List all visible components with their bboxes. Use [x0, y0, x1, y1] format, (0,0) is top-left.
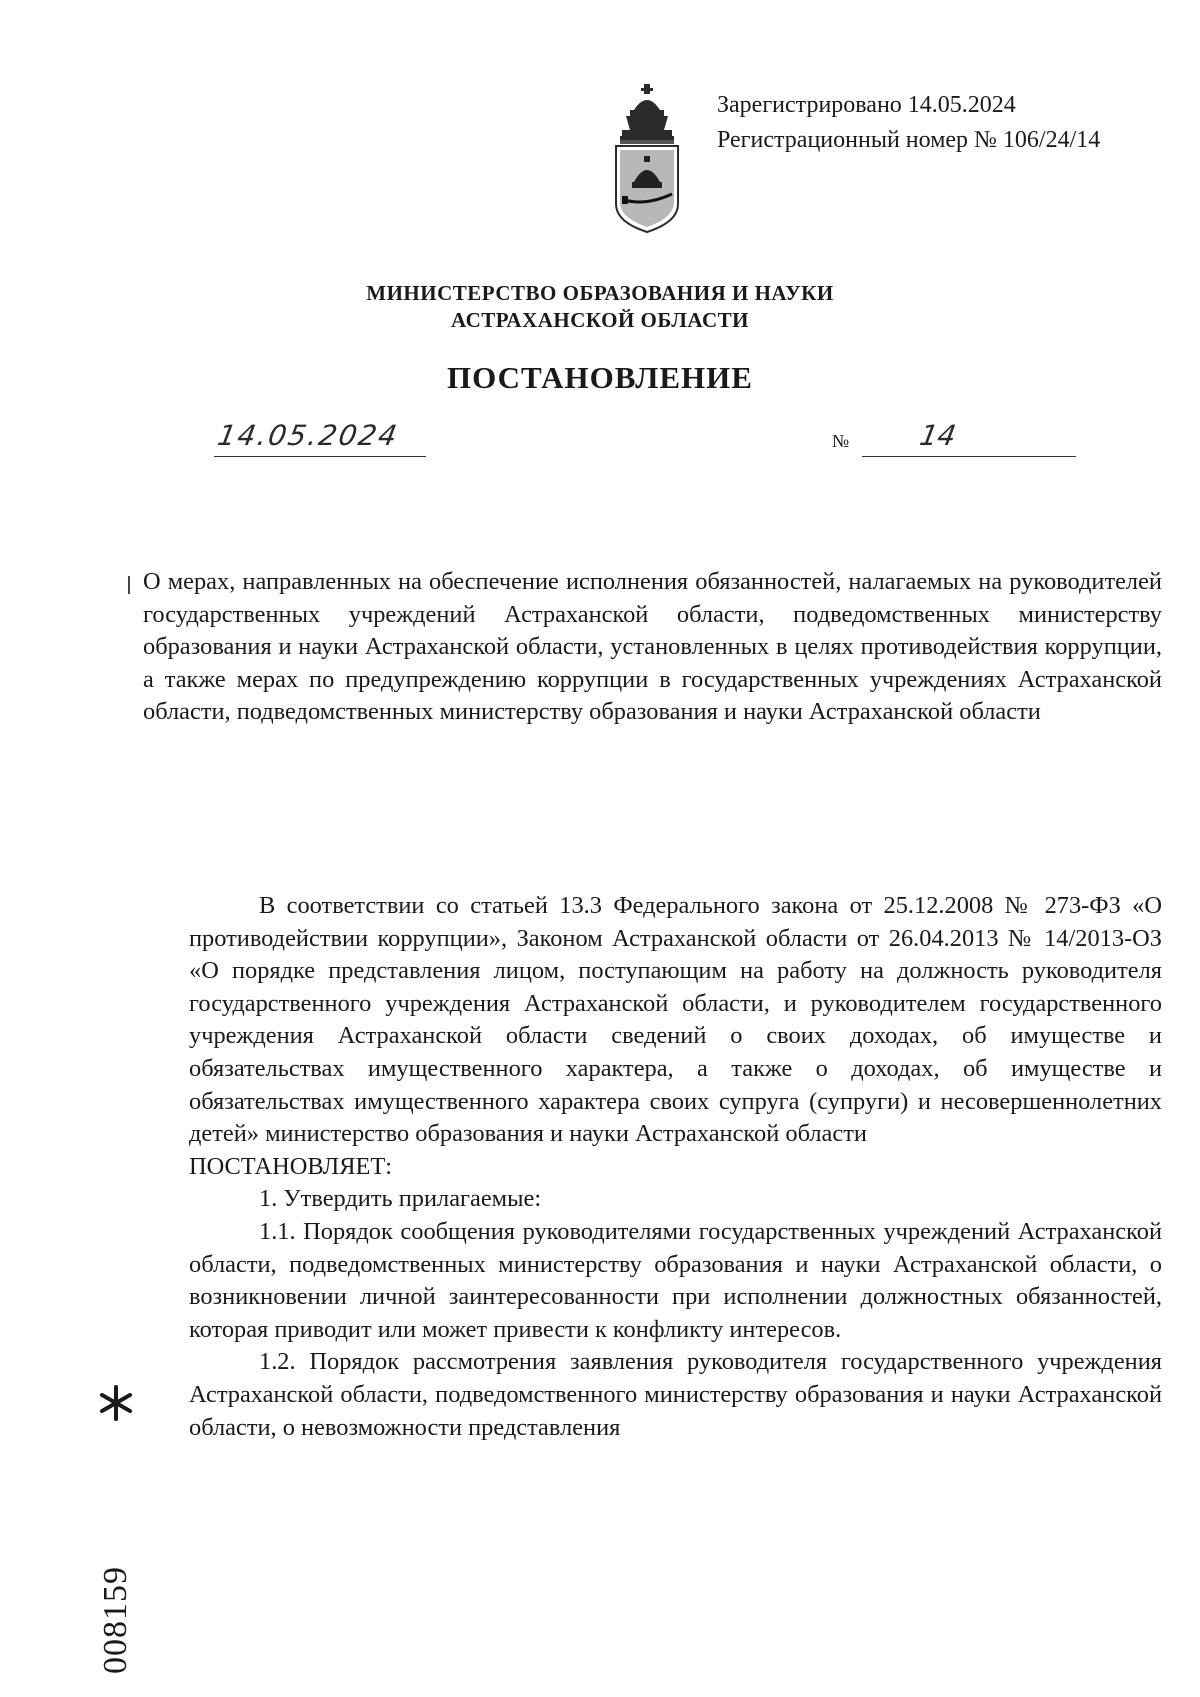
document-number-field	[862, 418, 1076, 457]
coat-of-arms-icon	[606, 82, 688, 234]
document-subject: О мерах, направленных на обеспечение исполнения обязанностей, налагаемых на руководителей государственных учреждений Астраханской области, подведомственных министерству образования и науки Астраханской области, установленных в целях противодействия коррупции, а также мерах по предупреждению коррупции в государственных учреждениях Астраханской области, подведомственных министерству образования и науки Астраханской области	[143, 568, 1162, 726]
subject-bracket-mark	[128, 576, 130, 594]
registration-number: Регистрационный номер № 106/24/14	[717, 127, 1101, 153]
ministry-line-1: МИНИСТЕРСТВО ОБРАЗОВАНИЯ И НАУКИ	[366, 281, 834, 305]
number-label: №	[832, 431, 850, 451]
item-1: 1. Утвердить прилагаемые:	[259, 1185, 542, 1213]
document-date: 14.05.2024	[215, 419, 402, 452]
ministry-line-2: АСТРАХАНСКОЙ ОБЛАСТИ	[450, 308, 750, 332]
item-1-2: 1.2. Порядок рассмотрения заявления руководителя государственного учреждения Астраханской области, подведомственного министерству образования и науки Астраханской области, о невозможности представления	[189, 1348, 1162, 1441]
document-body	[189, 890, 1162, 1444]
decree-word: ПОСТАНОВЛЯЕТ:	[189, 1152, 393, 1180]
asterisk-icon	[97, 1384, 135, 1422]
side-serial-number	[95, 1545, 137, 1695]
document-date-field	[214, 418, 426, 457]
ministry-name	[300, 280, 900, 334]
registration-date: Зарегистрировано 14.05.2024	[717, 92, 1016, 118]
side-serial-number-text: 008159	[97, 1566, 134, 1674]
preamble-paragraph: В соответствии со статьей 13.3 Федерального закона от 25.12.2008 № 273-ФЗ «О противодействии коррупции», Законом Астраханской области от 26.04.2013 № 14/2013-ОЗ «О порядке представления лицом, поступающим на работу на должность руководителя государственного учреждения Астраханской области, и руководителем государственного учреждения Астраханской области сведений о своих доходах, об имуществе и обязательствах имущественного характера, а также о доходах, об имуществе и обязательствах имущественного характера своих супруга (супруги) и несовершеннолетних детей» министерство образования и науки Астраханской области	[189, 892, 1162, 1148]
registration-block	[717, 88, 1100, 158]
item-1-1: 1.1. Порядок сообщения руководителями государственных учреждений Астраханской области, подведомственных министерству образования и науки Астраханской области, о возникновении личной заинтересованности при исполнении должностных обязанностей, которая приводит или может привести к конфликту интересов.	[189, 1217, 1162, 1343]
document-type: ПОСТАНОВЛЕНИЕ	[447, 360, 753, 395]
document-number: 14	[917, 419, 959, 452]
